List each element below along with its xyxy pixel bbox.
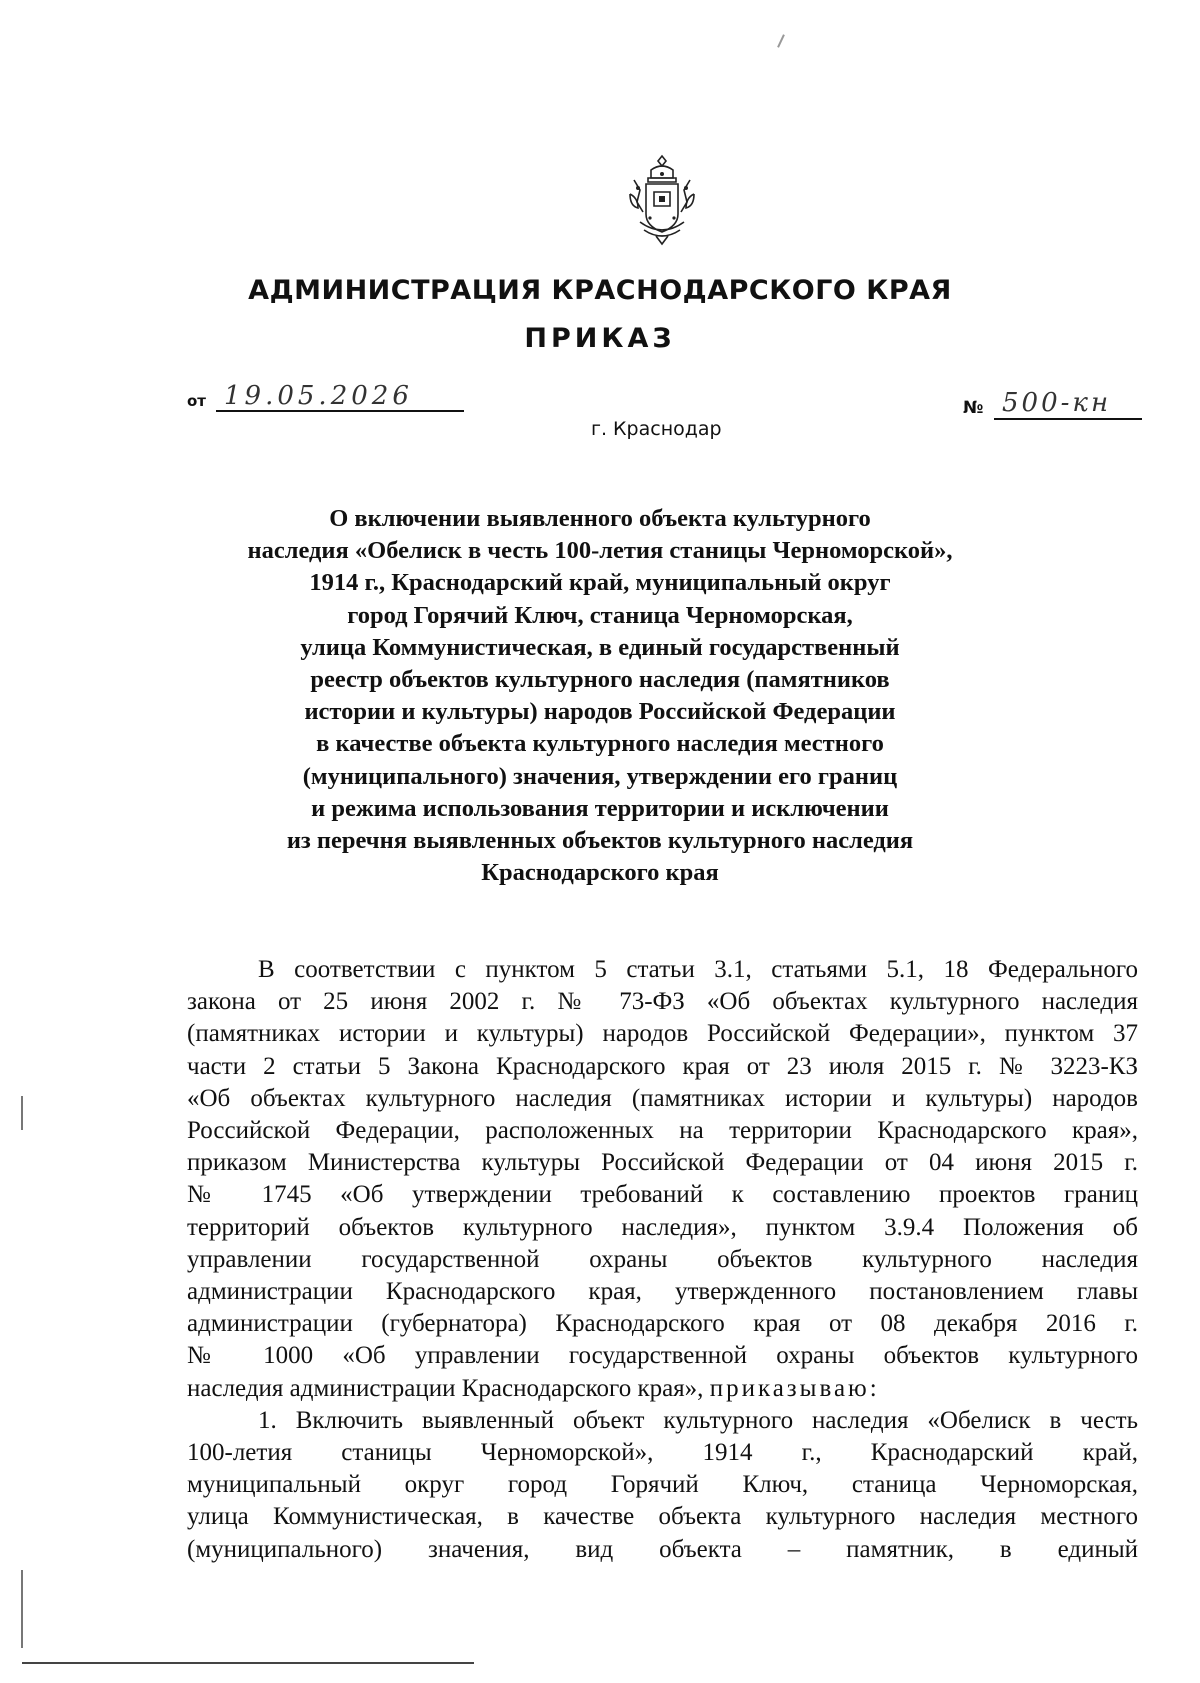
item-line: 100-летия станицы Черноморской», 1914 г., Краснодарский край, <box>187 1439 1138 1467</box>
body-line: (памятниках истории и культуры) народов Российской Федерации», пунктом 37 <box>187 1020 1138 1048</box>
date-label: от <box>187 392 206 410</box>
item-line: муниципальный округ город Горячий Ключ, станица Черноморская, <box>187 1471 1138 1499</box>
organization-title: АДМИНИСТРАЦИЯ КРАСНОДАРСКОГО КРАЯ <box>248 275 952 306</box>
margin-mark <box>21 1096 23 1130</box>
heading-line: в качестве объекта культурного наследия местного <box>316 730 884 758</box>
document-body <box>187 954 1138 1566</box>
body-line: № 1000 «Об управлении государственной охраны объектов культурного <box>187 1342 1138 1370</box>
order-word: приказываю: <box>709 1374 880 1402</box>
body-line: части 2 статьи 5 Закона Краснодарского края от 23 июля 2015 г. № 3223-КЗ <box>187 1052 1138 1080</box>
heading-line: Краснодарского края <box>481 859 719 887</box>
number-label: № <box>963 398 984 418</box>
margin-mark <box>21 1570 23 1648</box>
coat-of-arms-emblem <box>624 152 700 250</box>
body-line-order <box>187 1373 1138 1405</box>
body-line: управлении государственной охраны объектов культурного наследия <box>187 1245 1138 1273</box>
body-line: закона от 25 июня 2002 г. № 73-ФЗ «Об объектах культурного наследия <box>187 988 1138 1016</box>
body-line: администрации (губернатора) Краснодарского края от 08 декабря 2016 г. <box>187 1310 1138 1338</box>
document-type-title: ПРИКАЗ <box>524 323 676 354</box>
item-line: (муниципального) значения, вид объекта – памятник, в единый <box>187 1535 1138 1563</box>
handwritten-number: 500-кн <box>994 388 1142 420</box>
heading-line: город Горячий Ключ, станица Черноморская, <box>347 601 853 629</box>
heading-line: наследия «Обелиск в честь 100-летия станицы Черноморской», <box>247 537 953 565</box>
item-line: улица Коммунистическая, в качестве объекта культурного наследия местного <box>187 1503 1138 1531</box>
body-line: «Об объектах культурного наследия (памятниках истории и культуры) народов <box>187 1084 1138 1112</box>
body-line: администрации Краснодарского края, утвержденного постановлением главы <box>187 1278 1138 1306</box>
city-label: г. Краснодар <box>591 418 722 440</box>
body-line: № 1745 «Об утверждении требований к составлению проектов границ <box>187 1181 1138 1209</box>
heading-line: О включении выявленного объекта культурного <box>329 505 871 532</box>
scan-speck <box>777 34 785 48</box>
handwritten-date: 19.05.2026 <box>216 382 464 412</box>
body-line: В соответствии с пунктом 5 статьи 3.1, статьями 5.1, 18 Федерального <box>258 956 1138 983</box>
heading-line: истории и культуры) народов Российской Федерации <box>304 698 896 726</box>
bottom-rule <box>22 1662 474 1664</box>
heading-line: из перечня выявленных объектов культурного наследия <box>286 827 914 855</box>
heading-line: улица Коммунистическая, в единый государственный <box>300 633 900 661</box>
body-line: Российской Федерации, расположенных на территории Краснодарского края», <box>187 1117 1138 1145</box>
item-line: 1. Включить выявленный объект культурного наследия «Обелиск в честь <box>258 1406 1138 1434</box>
body-line: приказом Министерства культуры Российской Федерации от 04 июня 2015 г. <box>187 1149 1138 1177</box>
heading-line: (муниципального) значения, утверждении его границ <box>302 762 898 790</box>
heading-line: и режима использования территории и исключении <box>311 794 889 822</box>
preamble-last-text: наследия администрации Краснодарского края», <box>187 1374 704 1402</box>
heading-line: реестр объектов культурного наследия (памятников <box>310 666 890 694</box>
body-line: территорий объектов культурного наследия», пунктом 3.9.4 Положения об <box>187 1213 1138 1241</box>
document-heading <box>220 503 980 889</box>
heading-line: 1914 г., Краснодарский край, муниципальный округ <box>309 569 891 597</box>
